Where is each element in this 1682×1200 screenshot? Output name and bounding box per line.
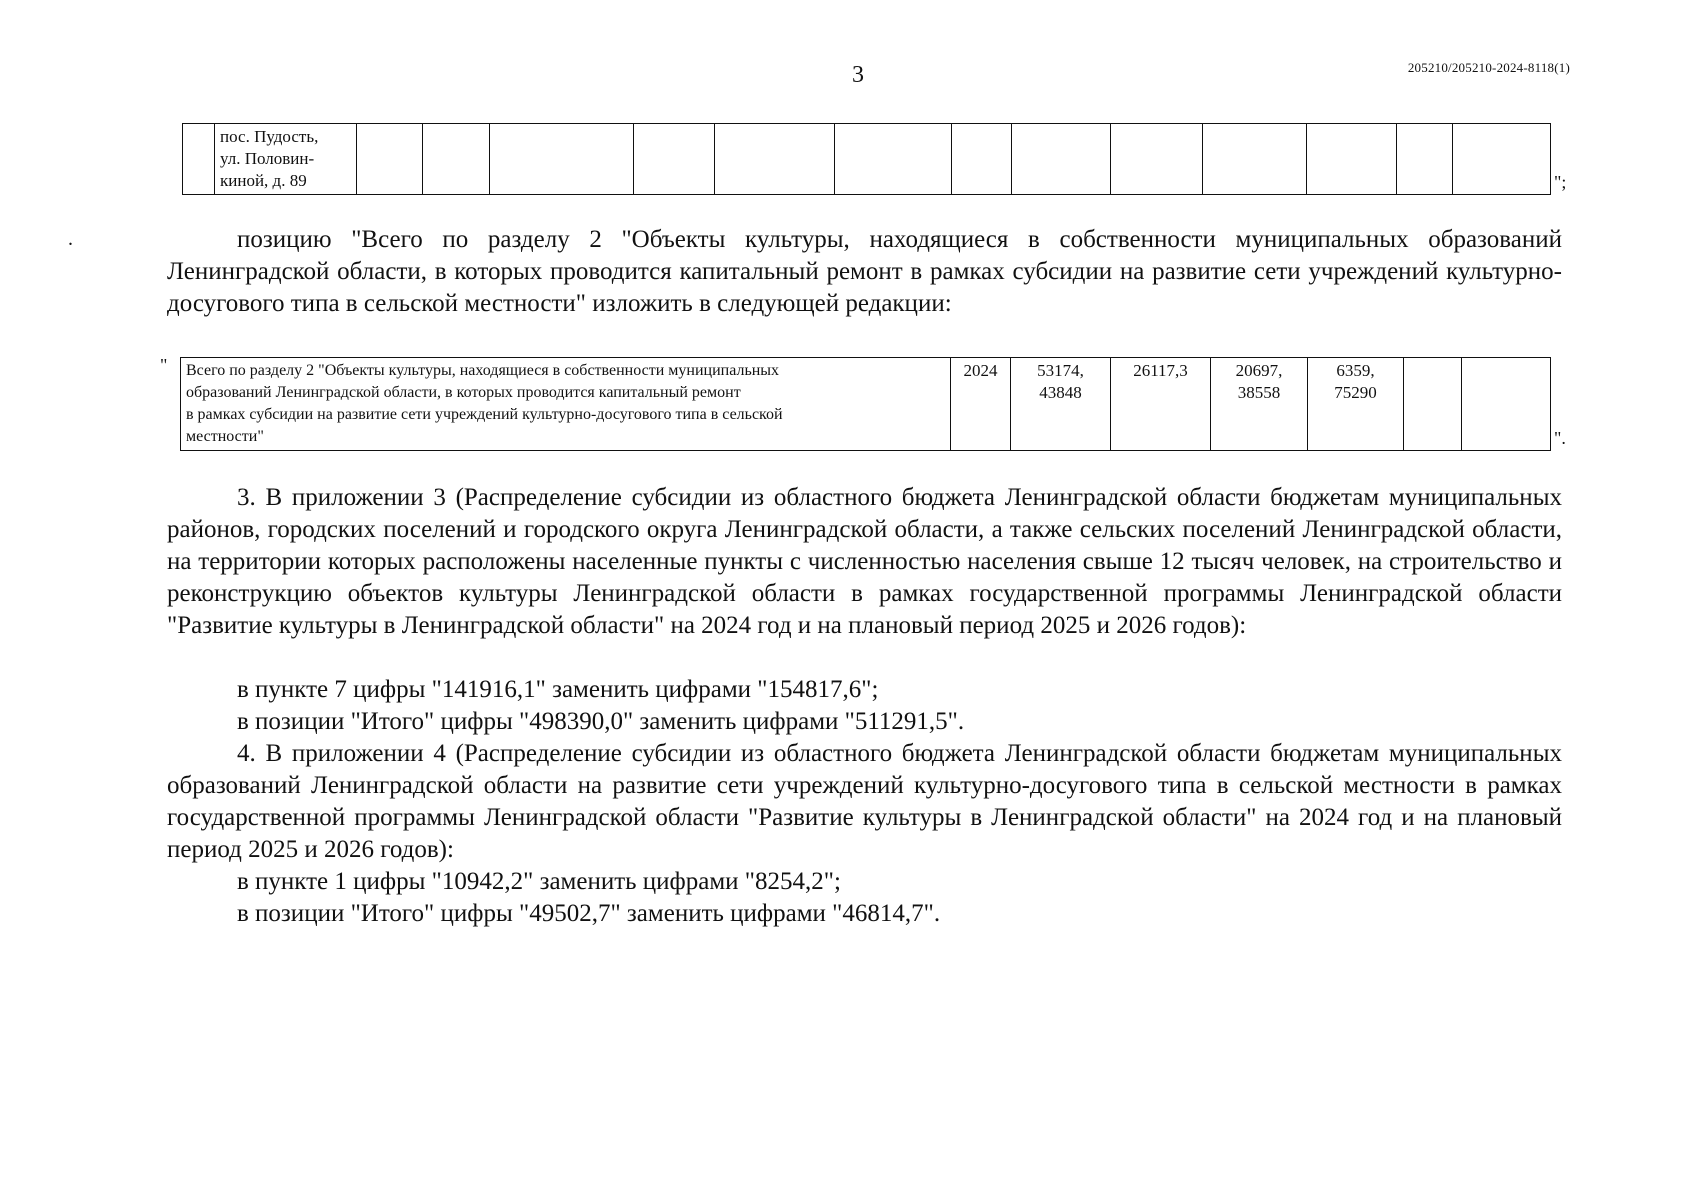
table-section-total [180, 357, 1551, 451]
document-id: 205210/205210-2024-8118(1) [1407, 60, 1570, 75]
item-3-1: в пункте 7 цифры "141916,1" заменить цифрами "154817,6"; [237, 676, 879, 703]
paragraph-position: позицию "Всего по разделу 2 "Объекты культуры, находящиеся в собственности муниципальных образований Ленинградской области, в которых проводится капитальный ремонт в рамках субсидии на развитие сети учреждений культурно-досугового типа в сельской местности" изложить в следующей редакции: [167, 226, 1562, 317]
table-cell [1404, 358, 1462, 451]
table-cell [183, 124, 215, 195]
value-part: 38558 [1237, 383, 1281, 402]
address-cell [215, 124, 357, 195]
table-cell [1111, 124, 1203, 195]
description-line: в рамках субсидии на развитие сети учреждений культурно-досугового типа в сельской [186, 406, 783, 423]
table-cell [490, 124, 634, 195]
closing-quote: "; [1554, 172, 1567, 192]
item-3-2: в позиции "Итого" цифры "498390,0" заменить цифрами "511291,5". [237, 708, 965, 735]
stray-mark: . [68, 228, 73, 250]
table-cell [1397, 124, 1453, 195]
description-line: Всего по разделу 2 "Объекты культуры, находящиеся в собственности муниципальных [186, 362, 780, 379]
table-continuation [182, 123, 1551, 195]
table-cell [634, 124, 715, 195]
paragraph-3: 3. В приложении 3 (Распределение субсидии из областного бюджета Ленинградской области бюджетам муниципальных районов, городских поселений и городского округа Ленинградской области, а также сельских поселений Ленинградской области, на территории которых расположены населенные пункты с численностью населения свыше 12 тысяч человек, на строительство и реконструкцию объектов культуры Ленинградской области в рамках государственной программы Ленинградской области "Развитие культуры в Ленинградской области" на 2024 год и на плановый период 2025 и 2026 годов): [167, 484, 1562, 639]
opening-quote: " [160, 355, 168, 375]
item-4-1: в пункте 1 цифры "10942,2" заменить цифрами "8254,2"; [237, 868, 841, 895]
value-part: 6359, [1336, 361, 1375, 380]
value-part: 43848 [1039, 383, 1082, 402]
page-number: 3 [852, 62, 864, 88]
table-cell [1012, 124, 1111, 195]
address-line: пос. Пудость, [220, 127, 319, 146]
table-cell [1307, 124, 1397, 195]
table-cell [1203, 124, 1307, 195]
value-part: 75290 [1334, 383, 1377, 402]
table-row [181, 358, 1551, 451]
description-line: местности" [186, 428, 264, 445]
value-part: 20697, [1235, 361, 1283, 380]
address-line: ул. Половин- [220, 149, 315, 168]
closing-quote: ". [1554, 428, 1566, 448]
value-cell [1308, 358, 1404, 451]
table-cell [423, 124, 490, 195]
table-cell [952, 124, 1012, 195]
value-cell: 26117,3 [1111, 358, 1211, 451]
table-cell [1453, 124, 1551, 195]
table-row [183, 124, 1551, 195]
table-cell [357, 124, 423, 195]
value-cell [1211, 358, 1308, 451]
table-cell [1462, 358, 1551, 451]
value-part: 53174, [1037, 361, 1084, 380]
year-cell: 2024 [951, 358, 1011, 451]
address-line: киной, д. 89 [220, 171, 307, 190]
paragraph-4: 4. В приложении 4 (Распределение субсидии из областного бюджета Ленинградской области бюджетам муниципальных образований Ленинградской области на развитие сети учреждений культурно-досугового типа в сельской местности в рамках государственной программы Ленинградской области "Развитие культуры в Ленинградской области" на 2024 год и на плановый период 2025 и 2026 годов): [167, 740, 1562, 863]
total-description-cell [181, 358, 951, 451]
description-line: образований Ленинградской области, в которых проводится капитальный ремонт [186, 384, 741, 401]
item-4-2: в позиции "Итого" цифры "49502,7" заменить цифрами "46814,7". [237, 900, 941, 927]
value-cell [1011, 358, 1111, 451]
table-cell [715, 124, 835, 195]
table-cell [835, 124, 952, 195]
